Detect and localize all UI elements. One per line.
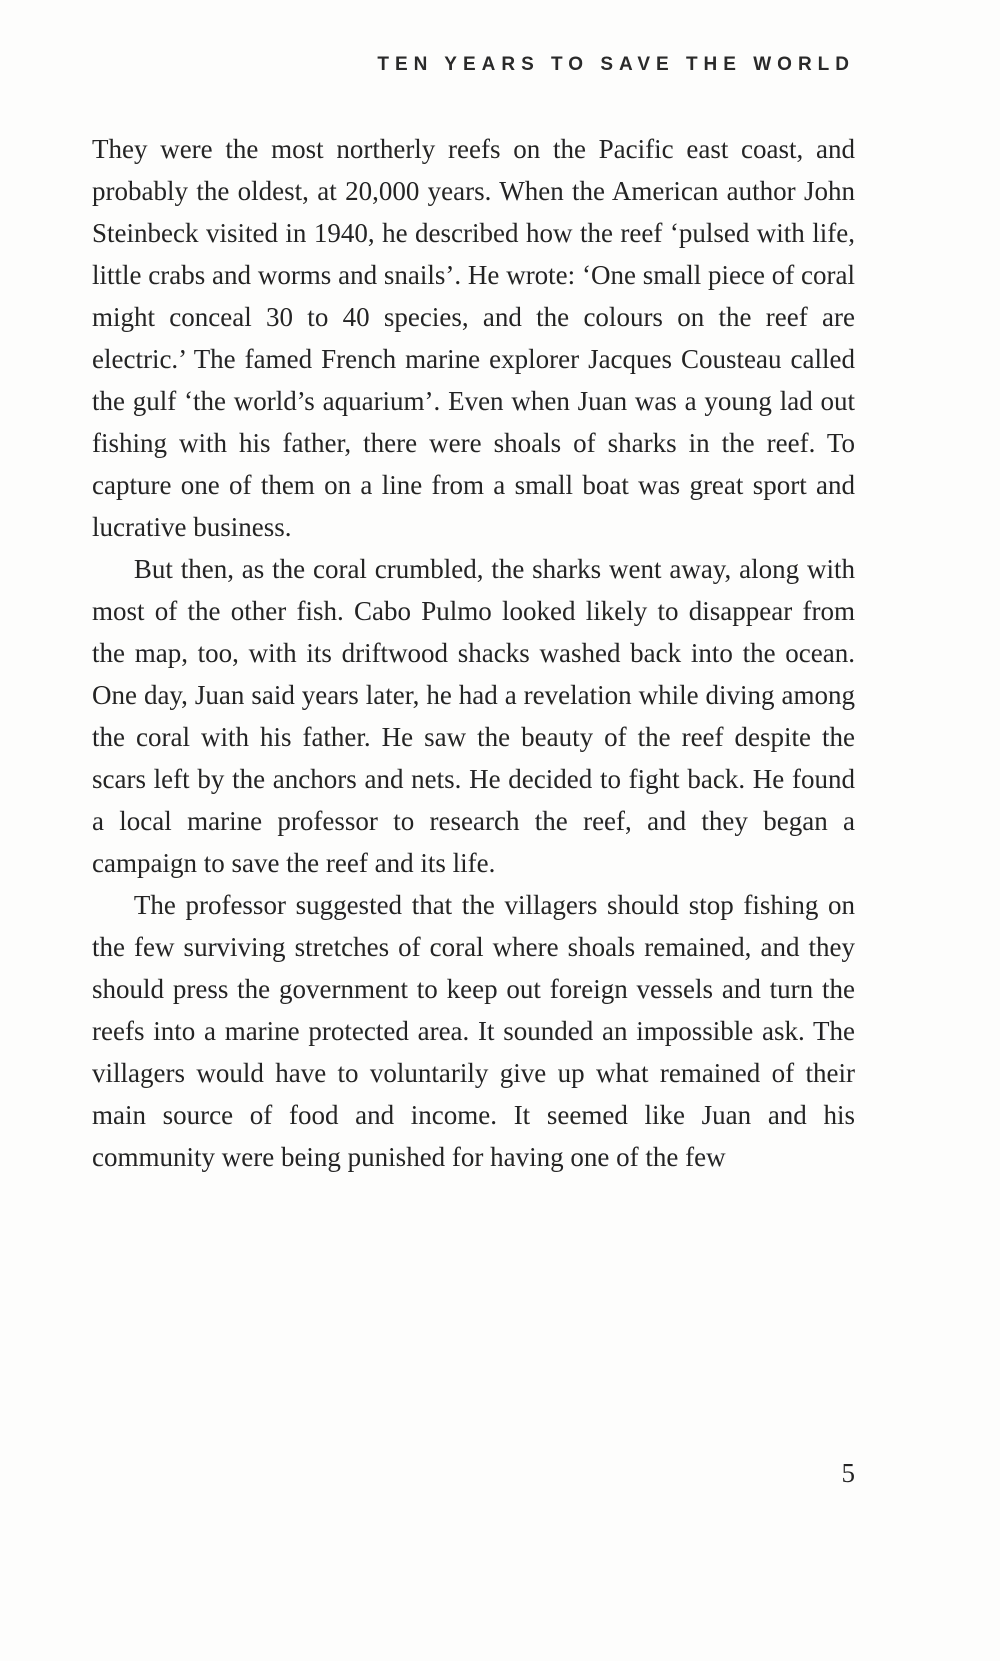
page-body <box>92 128 855 1178</box>
paragraph: They were the most northerly reefs on the Pacific east coast, and probably the oldest, at 20,000 years. When the American author John Steinbeck visited in 1940, he described how the reef ‘pulsed with life, little crabs and worms and snails’. He wrote: ‘One small piece of coral might conceal 30 to 40 species, and the colours on the reef are electric.’ The famed French marine explorer Jacques Cousteau called the gulf ‘the world’s aquarium’. Even when Juan was a young lad out fishing with his father, there were shoals of sharks in the reef. To capture one of them on a line from a small boat was great sport and lucrative business. <box>92 134 855 542</box>
page-number: 5 <box>841 1458 855 1488</box>
paragraph: The professor suggested that the villagers should stop fishing on the few surviving stretches of coral where shoals remained, and they should press the government to keep out foreign vessels and turn the reefs into a marine protected area. It sounded an impossible ask. The villagers would have to voluntarily give up what remained of their main source of food and income. It seemed like Juan and his community were being punished for having one of the few <box>92 890 855 1172</box>
paragraph: But then, as the coral crumbled, the sharks went away, along with most of the other fish. Cabo Pulmo looked likely to disappear from the map, too, with its driftwood shacks washed back into the ocean. One day, Juan said years later, he had a revelation while diving among the coral with his father. He saw the beauty of the reef despite the scars left by the anchors and nets. He decided to fight back. He found a local marine professor to research the reef, and they began a campaign to save the reef and its life. <box>92 554 855 878</box>
running-header: TEN YEARS TO SAVE THE WORLD <box>377 54 855 75</box>
